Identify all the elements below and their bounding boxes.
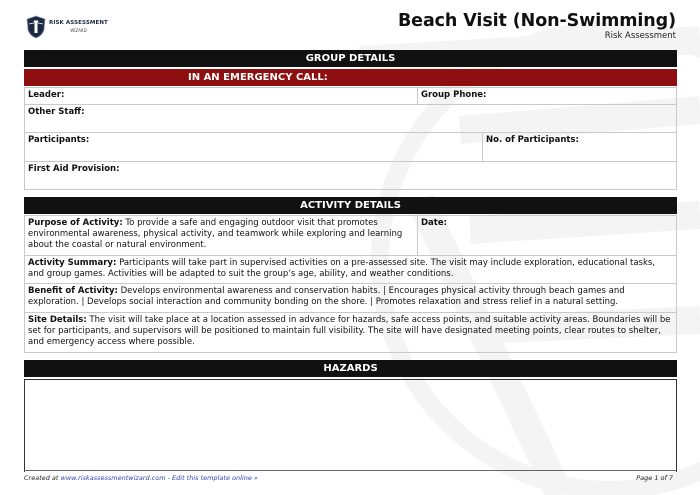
participants-field[interactable]: Participants: — [28, 135, 90, 145]
group-phone-field[interactable]: Group Phone: — [417, 88, 676, 104]
site-details-cell[interactable] — [25, 313, 676, 352]
group-details-heading: GROUP DETAILS — [24, 50, 677, 67]
other-staff-field[interactable]: Other Staff: — [28, 107, 85, 117]
summary-text: Participants will take part in supervised activities on a pre-assessed site. The visit may include exploration, educational tasks, and group games. Activities will be adapted to suit the group’s age, ability, and weather conditions. — [28, 258, 656, 279]
table-row — [25, 216, 676, 255]
page-number: Page 1 of 7 — [636, 474, 673, 482]
activity-details-table — [24, 215, 677, 353]
table-row — [25, 161, 676, 189]
benefit-label: Benefit of Activity: — [28, 286, 118, 296]
site-label: Site Details: — [28, 315, 87, 325]
site-text: The visit will take place at a location assessed in advance for hazards, safe access points, and suitable activity areas. Boundaries will be set for participants, and supervisors will be positioned to maintain full visibility. The site will have designated meeting points, clear routes to shelter, and emergency access where possible. — [28, 315, 671, 347]
logo-subtitle: WIZARD — [70, 28, 87, 33]
benefit-text: Develops environmental awareness and conservation habits. | Encourages physical activity through beach games and exploration. | Develops social interaction and community bonding on the shore. | Promotes relaxation and stress relief in a natural setting. — [28, 286, 625, 307]
leader-field[interactable]: Leader: — [28, 90, 65, 100]
no-of-participants-field[interactable]: No. of Participants: — [482, 133, 676, 161]
summary-label: Activity Summary: — [28, 258, 117, 268]
purpose-label: Purpose of Activity: — [28, 218, 123, 228]
activity-summary-cell[interactable] — [25, 256, 676, 283]
footer-created-prefix: Created at — [24, 474, 61, 482]
document-page — [24, 0, 677, 472]
footer-credit — [24, 474, 258, 482]
table-row — [25, 255, 676, 283]
logo-title: RISK ASSESSMENT — [49, 20, 108, 26]
emergency-call-label: IN AN EMERGENCY CALL: — [188, 72, 328, 83]
brand-logo[interactable] — [26, 15, 108, 39]
page-footer — [24, 470, 677, 482]
shield-lighthouse-icon — [26, 15, 46, 39]
table-row — [25, 104, 676, 132]
activity-details-heading: ACTIVITY DETAILS — [24, 197, 677, 214]
hazards-heading: HAZARDS — [24, 360, 677, 377]
edit-template-link[interactable]: www.riskassessmentwizard.com - Edit this template online » — [60, 474, 258, 482]
document-subtitle: Risk Assessment — [604, 31, 676, 41]
first-aid-field[interactable]: First Aid Provision: — [28, 164, 120, 174]
emergency-call-bar — [24, 69, 677, 86]
document-title: Beach Visit (Non-Swimming) — [397, 11, 676, 31]
benefit-cell[interactable] — [25, 284, 676, 312]
purpose-text: To provide a safe and engaging outdoor visit that promotes environmental awareness, physical activity, and teamwork while exploring and learning about the coastal or natural environment. — [28, 218, 403, 250]
purpose-cell[interactable] — [25, 216, 417, 255]
table-row — [25, 88, 676, 104]
hazards-table[interactable] — [24, 379, 677, 472]
document-header — [24, 0, 677, 50]
group-details-table — [24, 87, 677, 190]
table-row — [25, 132, 676, 161]
table-row — [25, 283, 676, 312]
date-field[interactable]: Date: — [417, 216, 676, 255]
table-row — [25, 312, 676, 352]
